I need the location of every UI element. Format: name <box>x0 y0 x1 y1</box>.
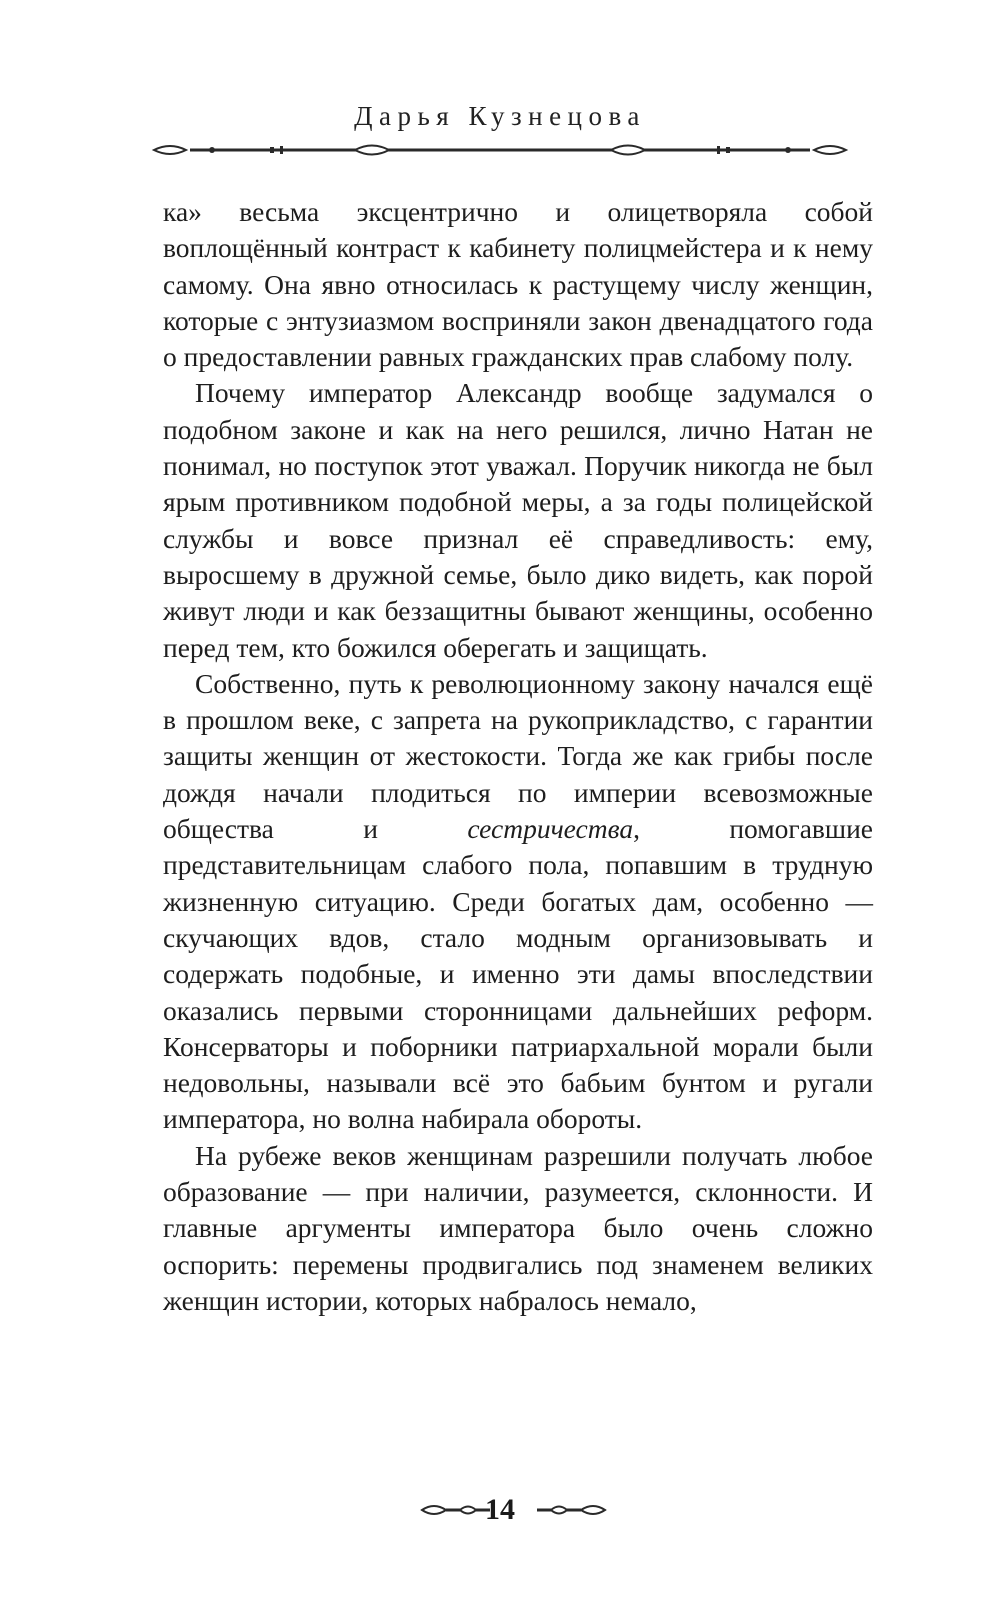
page-number: 14 <box>485 1493 515 1526</box>
paragraph <box>163 1138 873 1319</box>
paragraph-text: На рубеже веков женщинам разрешили получать любое образование — при наличии, разумеется, склонности. И главные аргументы императора было очень сложно оспорить: перемены продвигались под знаменем великих женщин истории, которых набралось немало, <box>163 1139 873 1316</box>
paragraph <box>163 666 873 1138</box>
running-head-author: Дарья Кузнецова <box>354 101 646 131</box>
paragraph <box>163 375 873 665</box>
paragraph-text: ка» весьма эксцентрично и олицетворяла собой воплощённый контраст к кабинету полицмейстера и к нему самому. Она явно относилась к растущему числу женщин, которые с энтузиазмом восприняли закон двенадцатого года о предоставлении равных гражданских прав слабому полу. <box>163 196 873 373</box>
page-footer <box>0 1490 1000 1530</box>
running-header <box>0 98 1000 158</box>
footer-ornament-right-icon <box>532 1490 607 1530</box>
italic-term: сестричества <box>467 813 634 845</box>
paragraph <box>163 194 873 375</box>
main-text <box>163 194 873 1319</box>
paragraph-text: Почему император Александр вообще задумался о подобном законе и как на него решился, лично Натан не понимал, но поступок этот уважал. Поручик никогда не был ярым противником подобной меры, а за годы полицейской службы и вовсе признал её справедливость: ему, выросшему в дружной семье, было дико видеть, как порой живут люди и как беззащитны бывают женщины, особенно перед тем, кто божился оберегать и защищать. <box>163 377 873 663</box>
header-ornament-divider-icon <box>150 142 850 158</box>
paragraph-text: , помогавшие представительницам слабого пола, попавшим в трудную жизненную ситуацию. Среди богатых дам, особенно — скучающих вдов, стало модным организовывать и содержать подобные, и именно эти дамы впоследствии оказались первыми сторонницами дальнейших реформ. Консерваторы и поборники патриархальной морали были недовольны, называли всё это бабьим бунтом и ругали императора, но волна набирала обороты. <box>163 813 873 1135</box>
paragraph-text: Собственно, путь к революционному закону начался ещё в прошлом веке, с запрета на рукоприкладство, с гарантии защиты женщин от жестокости. Тогда же как грибы после дождя начали плодиться по империи всевозможные общества и <box>163 667 873 845</box>
